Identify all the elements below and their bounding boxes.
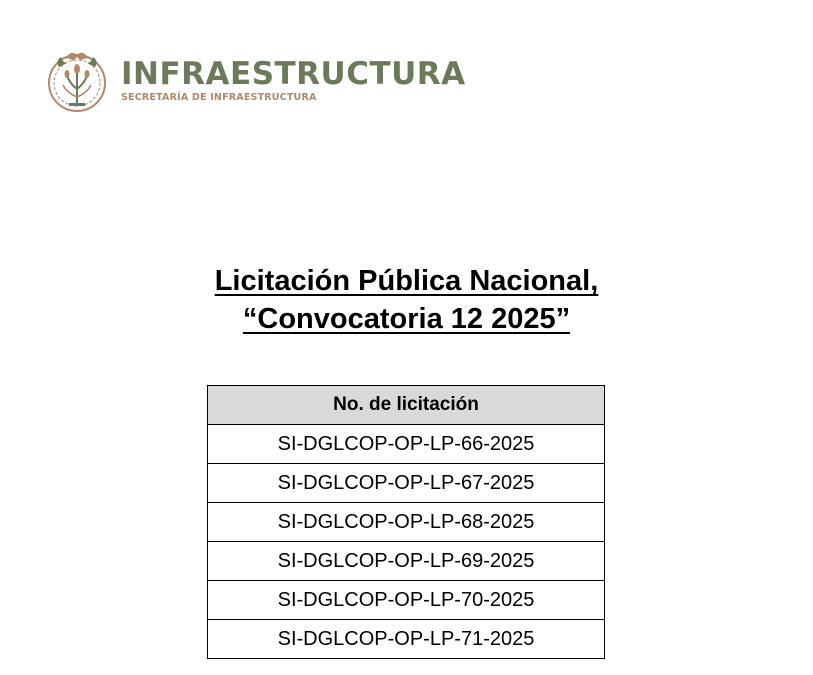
bid-number-cell: SI-DGLCOP-OP-LP-66-2025 — [208, 425, 605, 464]
bid-number-cell: SI-DGLCOP-OP-LP-69-2025 — [208, 542, 605, 581]
table-row — [208, 620, 605, 659]
logo-title: INFRAESTRUCTURA — [121, 56, 466, 92]
header-logo — [45, 45, 466, 115]
document-title-line-2: “Convocatoria 12 2025” — [242, 303, 571, 335]
document-title — [0, 262, 813, 338]
table-row — [208, 542, 605, 581]
government-emblem-icon — [45, 45, 109, 115]
logo-text — [121, 57, 466, 103]
table-row — [208, 581, 605, 620]
document-title-line-1: Licitación Pública Nacional, — [214, 265, 599, 297]
bids-table — [207, 385, 605, 659]
logo-subtitle: SECRETARÍA DE INFRAESTRUCTURA — [121, 92, 317, 103]
table-row — [208, 464, 605, 503]
bid-number-cell: SI-DGLCOP-OP-LP-67-2025 — [208, 464, 605, 503]
table-header-row — [208, 386, 605, 425]
bid-number-cell: SI-DGLCOP-OP-LP-68-2025 — [208, 503, 605, 542]
bid-number-cell: SI-DGLCOP-OP-LP-70-2025 — [208, 581, 605, 620]
table-row — [208, 503, 605, 542]
table-row — [208, 425, 605, 464]
bid-number-cell: SI-DGLCOP-OP-LP-71-2025 — [208, 620, 605, 659]
column-header-bid-number: No. de licitación — [208, 386, 605, 425]
